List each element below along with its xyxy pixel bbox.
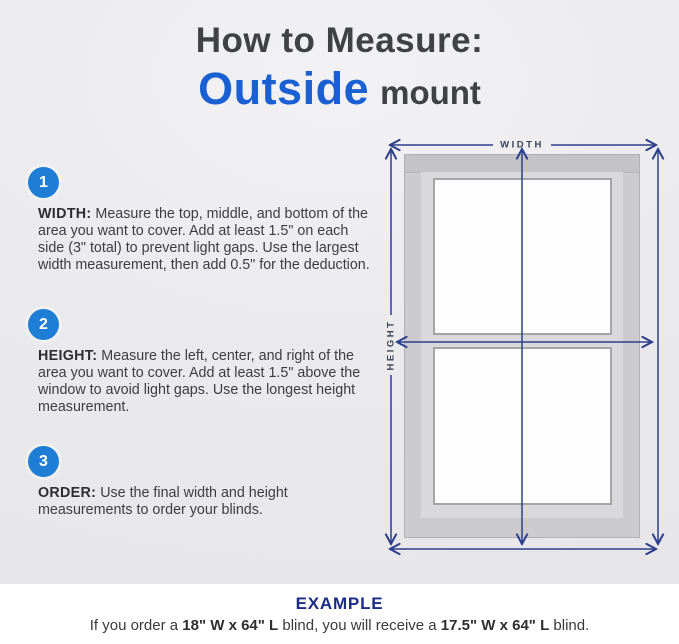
subtitle-accent-outside: Outside: [198, 62, 370, 114]
step-3-order: [28, 446, 370, 519]
example-received-size: 17.5" W x 64" L: [440, 617, 550, 634]
page-title: How to Measure:: [195, 21, 484, 60]
example-ordered-size: 18" W x 64" L: [182, 617, 279, 634]
step-2-body: Measure the left, center, and right of the area you want to cover. Add at least 1.5" above the window to avoid light gaps. Use the longest height measurement.: [38, 348, 361, 415]
step-3-number-badge: 3: [28, 446, 59, 477]
example-suffix: blind.: [549, 617, 590, 634]
example-middle: blind, you will receive a: [278, 617, 441, 634]
step-3-text: [38, 485, 370, 519]
example-sentence: [90, 617, 590, 634]
step-1-label: WIDTH:: [38, 206, 92, 222]
step-3-body: Use the final width and height measurements to order your blinds.: [38, 485, 288, 518]
width-arrow-label: WIDTH: [500, 139, 544, 151]
subtitle-mount: mount: [380, 73, 481, 111]
example-footer: [0, 584, 679, 644]
step-2-label: HEIGHT:: [38, 348, 98, 364]
example-heading: EXAMPLE: [295, 594, 384, 613]
step-1-body: Measure the top, middle, and bottom of the area you want to cover. Add at least 1.5" on each side (3" total) to prevent light gaps. Use the largest width measurement, then add 0.5" for the deduction.: [38, 206, 370, 273]
measurement-arrows: [380, 130, 679, 575]
title-block: [0, 22, 679, 115]
step-2-number-badge: 2: [28, 309, 59, 340]
example-prefix: If you order a: [89, 617, 183, 634]
step-2-height: [28, 309, 370, 416]
step-3-label: ORDER:: [38, 485, 97, 501]
step-1-number-badge: 1: [28, 167, 59, 198]
height-arrow-label: HEIGHT: [385, 319, 397, 371]
page-subtitle: [0, 63, 679, 115]
window-measure-diagram: [380, 130, 679, 575]
step-2-text: [38, 348, 370, 416]
step-1-text: [38, 206, 370, 274]
step-1-width: [28, 167, 370, 274]
